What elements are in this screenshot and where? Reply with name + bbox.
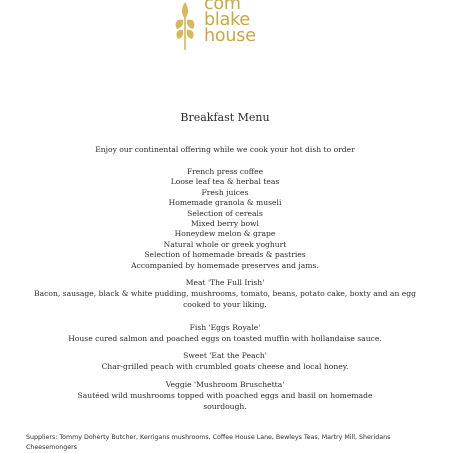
list-item: Loose leaf tea & herbal teas <box>170 177 280 187</box>
dish-name: Sweet 'Eat the Peach' <box>183 351 267 360</box>
dish-description: House cured salmon and poached eggs on toasted muffin with hollandaise sauce. <box>68 334 382 343</box>
dish-name: Meat 'The Full Irish' <box>185 278 265 287</box>
list-item: Homemade granola & museli <box>168 198 282 208</box>
list-item: Selection of homemade breads & pastries <box>144 250 306 260</box>
list-item: French press coffee <box>186 167 264 176</box>
list-item: Accompanied by homemade preserves and jams. <box>131 260 319 270</box>
hot-dish-meat <box>0 277 450 310</box>
continental-list <box>0 167 450 271</box>
brand-logo <box>170 0 280 50</box>
hot-dish-sweet <box>0 350 450 372</box>
list-item: Selection of cereals <box>187 208 263 218</box>
brand-line-1: com <box>204 0 241 14</box>
suppliers-note: Suppliers: Tommy Doherty Butcher, Kerrigans mushrooms, Coffee House Lane, Bewleys Teas, Martry Mill, Sheridans Cheesemongers <box>26 434 391 451</box>
list-item: Honeydew melon & grape <box>174 229 276 239</box>
list-item: Mixed berry bowl <box>191 219 259 229</box>
brand-line-3: house <box>204 26 256 46</box>
list-item: Fresh juices <box>201 187 249 197</box>
wheat-icon <box>170 0 200 50</box>
hot-dish-fish <box>0 322 450 344</box>
menu-intro: Enjoy our continental offering while we cook your hot dish to order <box>95 145 355 154</box>
dish-description: Char-grilled peach with crumbled goats cheese and local honey. <box>101 362 349 371</box>
dish-name: Fish 'Eggs Royale' <box>189 323 261 332</box>
dish-name: Veggie 'Mushroom Bruschetta' <box>165 380 285 389</box>
brand-name <box>204 0 256 44</box>
list-item: Natural whole or greek yoghurt <box>163 239 287 249</box>
page-title: Breakfast Menu <box>180 111 270 124</box>
dish-description: Sautéed wild mushrooms topped with poached eggs and basil on homemade sourdough. <box>77 391 373 411</box>
brand-line-2: blake <box>204 10 250 30</box>
dish-description: Bacon, sausage, black & white pudding, mushrooms, tomato, beans, potato cake, boxty and an egg cooked to your liking. <box>34 289 416 309</box>
hot-dish-veggie <box>0 379 450 412</box>
